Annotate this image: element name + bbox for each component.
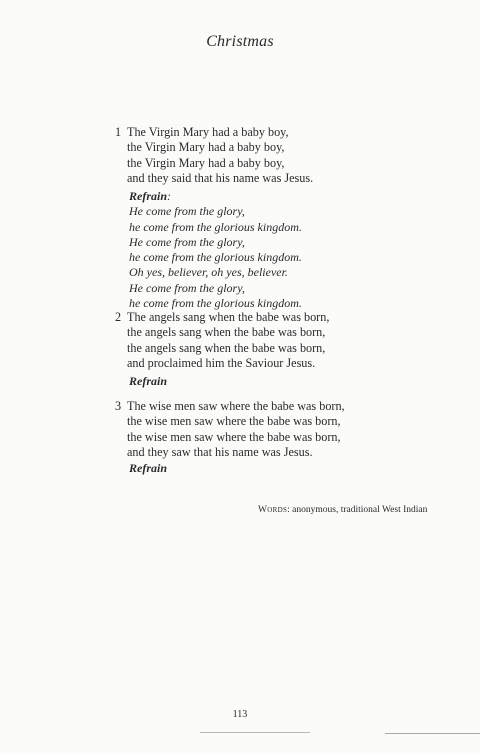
verse-3 [115,399,345,460]
verse-2 [115,310,329,371]
credit-text: anonymous, traditional West Indian [289,505,428,515]
verse-line: and proclaimed him the Saviour Jesus. [127,355,316,370]
refrain-heading-text: Refrain [129,189,168,203]
verse-line: and they said that his name was Jesus. [127,170,314,185]
page-edge-mark [385,733,480,734]
refrain-line: He come from the glory, [129,234,245,249]
refrain-heading-colon: : [167,189,172,203]
refrain-heading [129,189,302,204]
verse-line: the Virgin Mary had a baby boy, [127,155,285,170]
verse-line: the angels sang when the babe was born, [127,340,326,355]
refrain-line: He come from the glory, [129,280,245,295]
credit-separator: : [287,505,290,515]
verse-number: 3 [115,399,122,413]
refrain-line: Oh yes, believer, oh yes, believer. [129,265,288,280]
refrain-reference: Refrain [129,374,168,388]
verse-lines [127,399,345,460]
verse-line: the Virgin Mary had a baby boy, [127,140,285,155]
refrain-line: He come from the glory, [129,204,245,219]
refrain-reference: Refrain [129,461,168,475]
words-credit [258,505,427,515]
verse-line: the wise men saw where the babe was born, [127,414,341,429]
refrain-line: he come from the glorious kingdom. [129,296,302,311]
page-title: Christmas [206,33,274,50]
refrain-line: he come from the glorious kingdom. [129,219,302,234]
verse-1 [115,125,313,186]
verse-line: The wise men saw where the babe was born, [127,399,345,413]
verse-line: The angels sang when the babe was born, [127,310,330,324]
credit-label: Words [258,505,288,515]
verse-number: 2 [115,310,122,324]
page-number: 113 [232,709,248,720]
verse-line: The Virgin Mary had a baby boy, [127,125,289,139]
refrain-line: he come from the glorious kingdom. [129,250,302,265]
verse-line: the angels sang when the babe was born, [127,325,326,340]
verse-lines [127,310,329,371]
verse-line: the wise men saw where the babe was born, [127,429,341,444]
page-edge-mark [200,732,310,733]
verse-number: 1 [115,125,122,139]
verse-lines [127,125,313,186]
refrain-block [129,189,302,311]
verse-line: and they saw that his name was Jesus. [127,444,313,459]
